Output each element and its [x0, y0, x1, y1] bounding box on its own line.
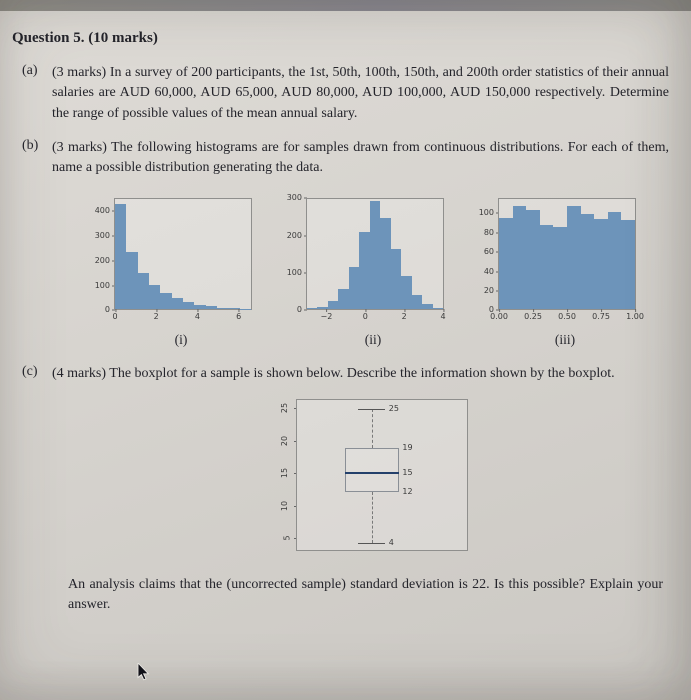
part-a-label: (a)	[22, 63, 38, 78]
part-c-text: (4 marks) The boxplot for a sample is shown below. Describe the information shown by the boxplot.	[52, 366, 615, 382]
histogram-i	[88, 198, 252, 348]
boxplot-annotation: 25	[388, 404, 399, 414]
part-c	[22, 364, 669, 384]
boxplot-annotation: 12	[402, 487, 413, 497]
boxplot-annotation: 15	[402, 468, 413, 478]
histogram-iii	[472, 198, 644, 348]
histogram-ii-plot-area	[306, 198, 446, 322]
boxplot-plot-area	[296, 399, 468, 551]
histogram-ii-plot-grid	[280, 193, 446, 322]
histogram-i-x-axis: 0 2 4 6	[112, 312, 242, 322]
histogram-ii-bars	[307, 199, 443, 309]
part-b	[22, 138, 669, 179]
part-b-label: (b)	[22, 137, 39, 153]
figure-label-iii: (iii)	[554, 332, 576, 348]
histogram-iii-x-axis: 0.00 0.25 0.50 0.75 1.00	[490, 312, 644, 322]
boxplot-annotation: 19	[402, 442, 413, 452]
question-title	[12, 30, 677, 47]
part-a-text: (3 marks) In a survey of 200 participants, the 1st, 50th, 100th, 150th, and 200th order statistics of their annual salaries are AUD 60,000, AUD 65,000, AUD 80,000, AUD 100,000, AUD 150,000 respectively. Determine the range of possible values of the mean annual salary.	[52, 65, 669, 121]
question-number: Question 5.	[12, 30, 85, 46]
boxplot-figure	[270, 399, 677, 551]
histogram-i-bars	[115, 199, 251, 309]
histogram-ii-y-axis: 0 100 200 300	[280, 198, 306, 310]
histogram-i-plot-area	[112, 198, 252, 322]
figure-label-ii: (ii)	[364, 332, 382, 348]
histogram-ii	[280, 193, 446, 348]
histogram-iii-bars	[499, 199, 635, 309]
boxplot-annotation: 4	[388, 538, 394, 548]
boxplot-y-axis: 5 10 15 20 25	[270, 399, 296, 551]
part-c-label: (c)	[22, 364, 38, 380]
part-a	[22, 63, 669, 124]
part-b-text: (3 marks) The following histograms are for samples drawn from continuous distributions. For each of them, name a possible distribution generating the data.	[52, 139, 669, 176]
histogram-i-plot-grid	[88, 198, 252, 322]
question-marks: (10 marks)	[84, 30, 158, 46]
histogram-i-y-axis: 0 100 200 300 400	[88, 198, 114, 310]
histogram-ii-x-axis: −2 0 2 4	[320, 312, 446, 322]
histogram-iii-y-axis: 0 20 40 60 80 100	[472, 198, 498, 310]
histogram-iii-plot-grid	[472, 198, 644, 322]
closing-question-text: An analysis claims that the (uncorrected sample) standard deviation is 22. Is this possible? Explain your answer.	[68, 576, 663, 613]
mouse-cursor-icon	[137, 663, 151, 688]
histograms-row	[88, 193, 677, 348]
histogram-iii-plot-area	[490, 198, 644, 322]
figure-label-i: (i)	[174, 332, 188, 348]
